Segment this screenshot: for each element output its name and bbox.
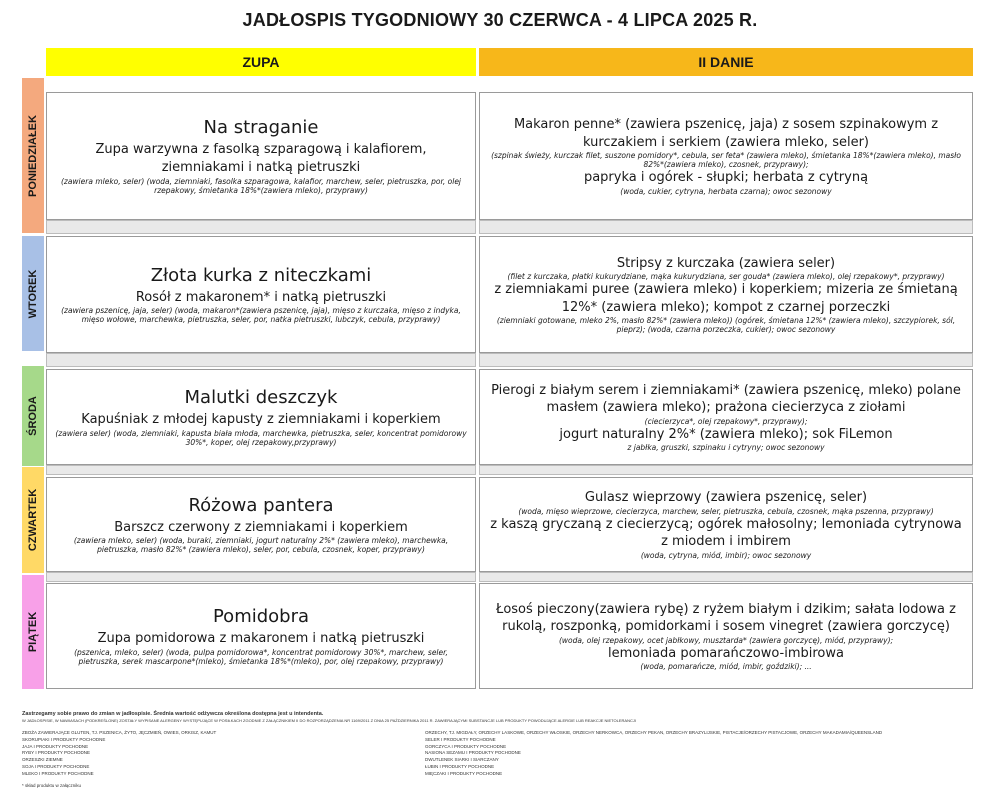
- allergen-item: MIĘCZAKI I PRODUKTY POCHODNE: [425, 770, 503, 776]
- soup-main: Rosół z makaronem* i natką pietruszki: [135, 289, 387, 305]
- soup-name: Pomidobra: [212, 606, 310, 628]
- soup-details: (zawiera mleko, seler) (woda, buraki, ziemniaki, jogurt naturalny 2%* (zawiera mleko), marchewka, pietruszka, masło 82%* (zawiera mleko), seler, por, cebula, czosnek, koper, przyprawy): [73, 536, 449, 555]
- soup-main: Zupa warzywna z fasolką szparagową i kalafiorem, ziemniakami i natką pietruszki: [95, 142, 427, 175]
- soup-details: (pszenica, mleko, seler) (woda, pulpa pomidorowa*, koncentrat pomidorowy 30%*, marchew, seler, pietruszka, serek mascarpone*(mleko), śmietanka 18%*(mleko), por, olej rzepakowy, przyprawy): [74, 647, 448, 666]
- allergen-item: MLEKO I PRODUKTY POCHODNE: [22, 770, 94, 776]
- footer-legal: W JADŁOSPISIE, W NAWIASACH (PODKREŚLONE) ZOSTAŁY WYPISANE ALERGENY WYSTĘPUJĄCE W POSIŁKACH ZGODNIE Z ZAŁĄCZNIKIEM II DO ROZPORZĄDZENIA NR 1169/2011 Z DNIA 25 PAŹDZIERNIKA 2011 R. ZAWIERAJĄCYMI SUBSTANCJE LUB PRODUKTY POWODUJĄCE ALERGIE LUB REAKCJE NIETOLERANCJI: [22, 718, 636, 723]
- day-label: ŚRODA: [27, 396, 39, 436]
- separator-strip: [46, 465, 476, 475]
- separator-strip: [479, 353, 973, 367]
- soup-details: (zawiera pszenicę, jaja, seler) (woda, makaron*(zawiera pszenicę, jaja), mięso z kurczaka, mięso z indyka, mięso wołowe, marchewka, pietruszka, seler, por, natka pietruszki, lubczyk, cebula, przyprawy): [61, 306, 461, 325]
- allergen-item: ZBOŻA ZAWIERAJĄCE GLUTEN, TJ. PSZENICA, ŻYTO, JĘCZMIEŃ, OWIES, ORKISZ, KAMUT: [22, 730, 217, 735]
- main-dish-extra: z kaszą gryczaną z ciecierzycą; ogórek małosolny; lemoniada cytrynowa z miodem i imbirem: [490, 516, 962, 550]
- allergen-item: NASIONA SEZAMU I PRODUKTY POCHODNE: [425, 750, 521, 756]
- main-dish-card: [479, 369, 973, 465]
- main-dish-extra-details: (woda, pomarańcze, miód, imbir, goździki); ...: [640, 662, 812, 672]
- allergen-item: RYBY I PRODUKTY POCHODNE: [22, 750, 91, 756]
- soup-name: Złota kurka z niteczkami: [150, 264, 372, 286]
- footer-note: Zastrzegamy sobie prawo do zmian w jadłospisie. Średnia wartość odżywcza określona dostępna jest u intendenta.: [22, 711, 324, 717]
- main-dish: Pierogi z białym serem i ziemniakami* (zawiera pszenicę, mleko) polane masłem (zawiera mleko); prażona ciecierzyca z ziołami: [491, 382, 961, 416]
- separator-strip: [46, 220, 476, 234]
- allergen-item: SELER I PRODUKTY POCHODNE: [425, 736, 496, 742]
- day-bar-tuesday: [22, 236, 44, 351]
- main-dish-extra: lemoniada pomarańczowo-imbirowa: [608, 645, 844, 661]
- day-bar-friday: [22, 575, 44, 689]
- soup-name: Malutki deszczyk: [184, 387, 338, 409]
- allergen-list-left: [22, 730, 402, 778]
- main-dish-extra: papryka i ogórek - słupki; herbata z cytryną: [583, 170, 869, 186]
- soup-main: Kapuśniak z młodej kapusty z ziemniakami i koperkiem: [81, 412, 441, 428]
- main-dish-details: (woda, mięso wieprzowe, ciecierzyca, marchew, seler, pietruszka, cebula, czosnek, mąka pszenna, przyprawy): [518, 506, 934, 516]
- main-dish-extra-details: z jabłka, gruszki, szpinaku i cytryny; owoc sezonowy: [627, 443, 825, 453]
- separator-strip: [46, 353, 476, 367]
- main-dish-card: [479, 92, 973, 220]
- day-label: PIĄTEK: [27, 611, 39, 653]
- allergen-item: JAJA I PRODUKTY POCHODNE: [22, 743, 89, 749]
- day-label: WTOREK: [27, 269, 39, 318]
- separator-strip: [479, 220, 973, 234]
- day-bar-monday: [22, 78, 44, 233]
- soup-card: [46, 236, 476, 353]
- allergen-item: SKORUPIAKI I PRODUKTY POCHODNE: [22, 736, 106, 742]
- main-dish-extra: jogurt naturalny 2%* (zawiera mleko); sok FiLemon: [559, 426, 893, 442]
- main-dish: Gulasz wieprzowy (zawiera pszenicę, seler): [584, 490, 868, 506]
- soup-details: (zawiera seler) (woda, ziemniaki, kapusta biała młoda, marchewka, pietruszka, seler, koncentrat pomidorowy 30%*, koper, olej rzepakowy,przyprawy): [55, 428, 467, 447]
- main-dish-extra-details: (ziemniaki gotowane, mleko 2%, masło 82%* (zawiera mleko)) (ogórek, śmietana 12%* (zawiera mleko), szczypiorek, sól, pieprz); (woda, czarna porzeczka, cukier); owoc sezonowy: [496, 316, 956, 335]
- main-dish: Makaron penne* (zawiera pszenicę, jaja) z sosem szpinakowym z kurczakiem i serkiem (zawiera mleko, seler): [513, 117, 939, 150]
- soup-name: Na straganie: [203, 117, 319, 139]
- allergen-item: ORZECHY, TJ. MIGDAŁY, ORZECHY LASKOWE, ORZECHY WŁOSKIE, ORZECHY NERKOWCA, ORZECHY PEKAN, ORZECHY BRAZYLIJSKIE, PISTACJE/ORZECHY PISTACJOWE, ORZECHY MAKADAMIA/QUEENSLAND: [425, 730, 883, 735]
- separator-strip: [46, 572, 476, 582]
- allergen-item: ORZESZKI ZIEMNE: [22, 757, 63, 763]
- main-dish: Łosoś pieczony(zawiera rybę) z ryżem białym i dzikim; sałata lodowa z rukolą, roszponką, pomidorkami i sosem vinegret (zawiera gorczycę): [496, 601, 956, 635]
- main-dish-card: [479, 583, 973, 689]
- main-dish-details: (filet z kurczaka, płatki kukurydziane, mąka kukurydziana, ser gouda* (zawiera mleko), olej rzepakowy*, przyprawy): [507, 272, 945, 282]
- soup-card: [46, 369, 476, 465]
- soup-card: [46, 583, 476, 689]
- soup-main: Zupa pomidorowa z makaronem i natką pietruszki: [97, 631, 425, 647]
- day-bar-thursday: [22, 467, 44, 573]
- allergen-item: SOJA I PRODUKTY POCHODNE: [22, 763, 90, 769]
- asterisk-note: * skład produktu w załączniku: [22, 783, 82, 788]
- menu-title: JADŁOSPIS TYGODNIOWY 30 CZERWCA - 4 LIPCA 2025 R.: [242, 10, 758, 30]
- soup-card: [46, 92, 476, 220]
- soup-card: [46, 477, 476, 572]
- separator-strip: [479, 465, 973, 475]
- main-dish-details: (ciecierzyca*, olej rzepakowy*, przyprawy);: [644, 416, 808, 426]
- main-dish-details: (woda, olej rzepakowy, ocet jabłkowy, musztarda* (zawiera gorczycę), miód, przyprawy);: [558, 635, 894, 645]
- day-label: PONIEDZIAŁEK: [27, 114, 39, 197]
- soup-main: Barszcz czerwony z ziemniakami i koperkiem: [114, 519, 408, 535]
- main-dish-extra: z ziemniakami puree (zawiera mleko) i koperkiem; mizeria ze śmietaną 12%* (zawiera mleko); kompot z czarnej porzeczki: [494, 282, 958, 315]
- main-dish-details: (szpinak świeży, kurczak filet, suszone pomidory*, cebula, ser feta* (zawiera mleko), śmietanka 18%*(zawiera mleko), masło 82%*(zawiera mleko), czosnek, przyprawy);: [491, 151, 961, 170]
- day-label: CZWARTEK: [27, 488, 39, 552]
- column-header-zupa: ZUPA: [46, 48, 476, 76]
- main-dish-extra-details: (woda, cytryna, miód, imbir); owoc sezonowy: [640, 550, 812, 560]
- allergen-list-right: [425, 730, 975, 778]
- main-dish-card: [479, 236, 973, 353]
- day-bar-wednesday: [22, 366, 44, 466]
- column-header-danie: II DANIE: [479, 48, 973, 76]
- allergen-item: DWUTLENEK SIARKI I SIARCZANY: [425, 757, 499, 763]
- main-dish-card: [479, 477, 973, 572]
- soup-name: Różowa pantera: [188, 494, 334, 516]
- main-dish-extra-details: (woda, cukier, cytryna, herbata czarna); owoc sezonowy: [620, 186, 832, 196]
- allergen-item: GORCZYCA I PRODUKTY POCHODNE: [425, 743, 507, 749]
- allergen-item: ŁUBIN I PRODUKTY POCHODNE: [425, 763, 495, 769]
- separator-strip: [479, 572, 973, 582]
- soup-details: (zawiera mleko, seler) (woda, ziemniaki, fasolka szparagowa, kalafior, marchew, seler, pietruszka, por, olej rzepakowy, śmietanka 18%*(zawiera mleko), przyprawy): [60, 176, 462, 195]
- main-dish: Stripsy z kurczaka (zawiera seler): [616, 255, 836, 271]
